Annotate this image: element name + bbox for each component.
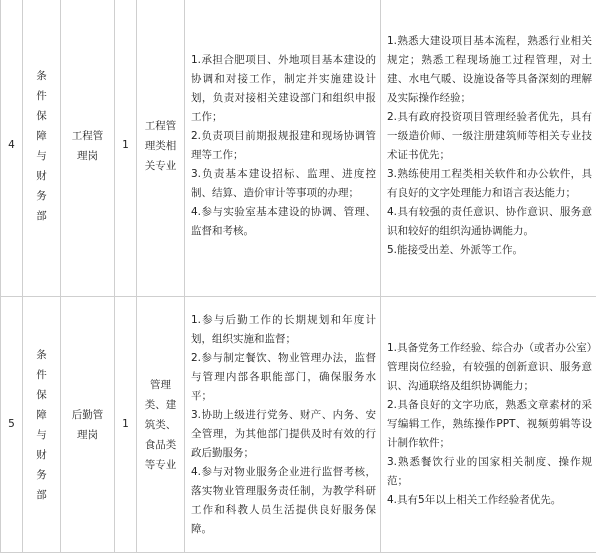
major-cell: 管理类、建筑类、食品类等专业 — [144, 378, 177, 471]
requirement-item: 2.具备良好的文字功底，熟悉文章素材的采写编辑工作，熟练操作PPT、视频剪辑等设计制作软件； — [387, 399, 592, 449]
position-cell: 工程管理岗 — [71, 129, 104, 162]
requirements-cell — [381, 0, 596, 297]
duty-item: 3.负责基本建设招标、监理、进度控制、结算、造价审计等事项的办理； — [191, 167, 376, 199]
duty-item: 3.协助上级进行党务、财产、内务、安全管理，为其他部门提供及时有效的行政后勤服务； — [191, 408, 376, 459]
duties-cell — [185, 297, 381, 553]
duty-item: 1.承担合肥项目、外地项目基本建设的协调和对接工作，制定并实施建设计划，负责对接相关建设部门和组织申报工作； — [191, 53, 376, 123]
duty-item: 1.参与后勤工作的长期规划和年度计划，组织实施和监督； — [191, 313, 376, 345]
headcount-cell: 1 — [115, 0, 137, 297]
headcount-cell: 1 — [115, 297, 137, 553]
duty-item: 2.负责项目前期报规报建和现场协调管理等工作； — [191, 129, 376, 161]
department-cell: 条件保障与财务部 — [36, 348, 47, 501]
department-cell: 条件保障与财务部 — [36, 69, 47, 222]
row-number: 4 — [1, 0, 23, 297]
requirement-item: 1.熟悉大建设项目基本流程，熟悉行业相关规定；熟悉工程现场施工过程管理，对土建、水电气暖、设施设备等具备深刻的理解及实际操作经验； — [387, 34, 592, 104]
requirement-item: 5.能接受出差、外派等工作。 — [387, 243, 524, 256]
requirement-item: 3.熟练使用工程类相关软件和办公软件，具有良好的文字处理能力和语言表达能力； — [387, 167, 592, 199]
requirement-item: 4.具有较强的责任意识、协作意识、服务意识和较好的组织沟通协调能力。 — [387, 205, 592, 237]
requirement-item: 4.具有5年以上相关工作经验者优先。 — [387, 494, 562, 506]
table-row — [1, 297, 596, 553]
duty-item: 4.参与实验室基本建设的协调、管理、监督和考核。 — [191, 205, 376, 237]
duties-cell — [185, 0, 381, 297]
duty-item: 4.参与对物业服务企业进行监督考核，落实物业管理服务责任制，为教学科研工作和科教人员生活提供良好服务保障。 — [191, 465, 376, 535]
requirements-cell — [381, 297, 596, 553]
row-number: 5 — [1, 297, 23, 553]
requirement-item: 2.具有政府投资项目管理经验者优先，具有一级造价师、一级注册建筑师等相关专业技术证书优先； — [387, 110, 592, 161]
duty-item: 2.参与制定餐饮、物业管理办法，监督与管理内部各职能部门，确保服务水平； — [191, 351, 376, 402]
requirement-item: 3.熟悉餐饮行业的国家相关制度、操作规范； — [387, 456, 592, 487]
requirement-item: 1.具备党务工作经验、综合办（或者办公室）管理岗位经验，有较强的创新意识、服务意识、沟通联络及组织协调能力； — [387, 342, 592, 392]
table-row — [1, 0, 596, 297]
major-cell: 工程管理类相关专业 — [144, 119, 177, 172]
position-cell: 后勤管理岗 — [71, 408, 104, 441]
